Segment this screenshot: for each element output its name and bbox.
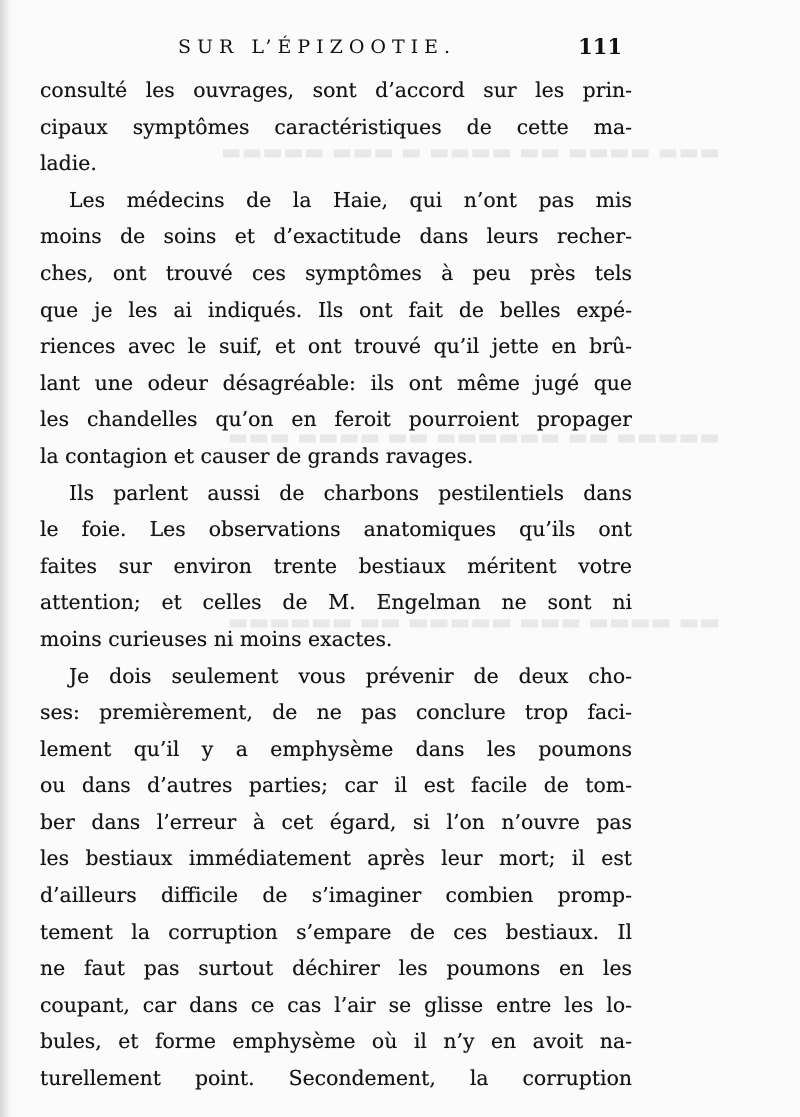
text-line: riences avec le suif, et ont trouvé qu’il jette en brû- xyxy=(40,334,632,359)
show-through-texture: ▬▬▬▬▬ ▬▬ ▬▬▬▬▬▬ ▬▬ ▬▬▬▬ ▬▬▬ xyxy=(227,425,720,450)
text-line: lement qu’il y a emphysème dans les poumons xyxy=(40,736,632,761)
running-head-title: SUR L’ÉPIZOOTIE. xyxy=(178,36,457,58)
text-line: ber dans l’erreur à cet égard, si l’on n’ouvre pas xyxy=(40,809,632,834)
show-through-texture: ▬▬ ▬▬▬▬ ▬▬▬ ▬▬▬▬▬ ▬▬ ▬▬▬▬▬▬ xyxy=(227,610,720,635)
text-line: Ils parlent aussi de charbons pestilentiels dans xyxy=(69,480,632,505)
text-line: coupant, car dans ce cas l’air se glisse entre les lo- xyxy=(40,992,632,1017)
text-line: lant une odeur désagréable: ils ont même jugé que xyxy=(40,370,632,395)
text-line: les bestiaux immédiatement après leur mort; il est xyxy=(40,846,632,871)
text-line: le foie. Les observations anatomiques qu’ils ont xyxy=(40,517,632,542)
show-through-texture: ▬▬▬ ▬▬▬▬ ▬▬ ▬▬▬▬ ▬ ▬▬▬ ▬▬▬▬▬ xyxy=(220,140,720,165)
text-line: ses: premièrement, de ne pas conclure trop faci- xyxy=(40,700,632,725)
text-line: cipaux symptômes caractéristiques de cette ma- xyxy=(40,114,632,139)
text-line: les chandelles qu’on en feroit pourroient propager xyxy=(40,407,632,432)
text-line: d’ailleurs difficile de s’imaginer combien promp- xyxy=(40,883,632,908)
text-line: faites sur environ trente bestiaux méritent votre xyxy=(40,553,632,578)
text-line: attention; et celles de M. Engelman ne sont ni xyxy=(40,590,632,615)
text-line: turellement point. Secondement, la corruption xyxy=(40,1066,632,1091)
page-gutter-shadow xyxy=(0,0,12,1117)
text-line: moins de soins et d’exactitude dans leurs recher- xyxy=(40,224,632,249)
text-line: la contagion et causer de grands ravages. xyxy=(40,443,474,468)
text-line: ou dans d’autres parties; car il est facile de tom- xyxy=(40,773,632,798)
page-number: 111 xyxy=(578,34,622,59)
running-head xyxy=(0,32,800,62)
text-line: Je dois seulement vous prévenir de deux cho- xyxy=(69,663,632,688)
text-line: tement la corruption s’empare de ces bestiaux. Il xyxy=(40,919,632,944)
text-line: moins curieuses ni moins exactes. xyxy=(40,626,393,651)
body-text xyxy=(40,72,632,1097)
text-line: ne faut pas surtout déchirer les poumons en les xyxy=(40,956,632,981)
text-line: bules, et forme emphysème où il n’y en avoit na- xyxy=(40,1029,632,1054)
text-line: Les médecins de la Haie, qui n’ont pas mis xyxy=(69,187,632,212)
text-line: ches, ont trouvé ces symptômes à peu près tels xyxy=(40,260,632,285)
text-line: consulté les ouvrages, sont d’accord sur les prin- xyxy=(40,78,632,102)
text-line: ladie. xyxy=(40,151,97,176)
text-line: que je les ai indiqués. Ils ont fait de belles expé- xyxy=(40,297,632,322)
